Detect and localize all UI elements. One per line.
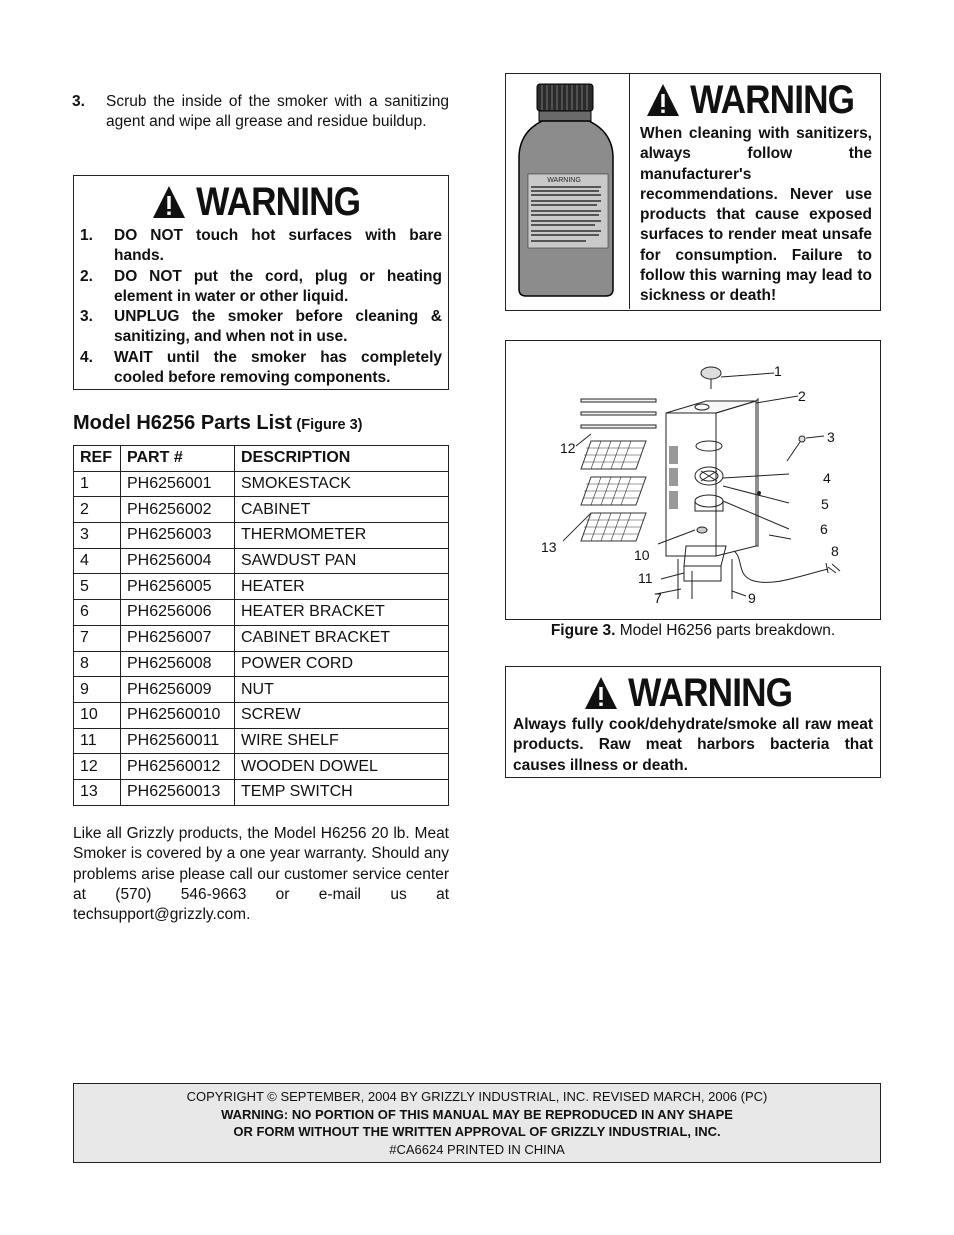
- table-header-row: [74, 446, 449, 472]
- cabinet-bracket: [656, 546, 746, 599]
- warning-triangle-icon: [151, 184, 187, 220]
- footer-warning-line-1: WARNING: NO PORTION OF THIS MANUAL MAY BE REPRODUCED IN ANY SHAPE: [221, 1106, 733, 1122]
- figure-3-box: [505, 340, 881, 620]
- warning-triangle-icon: [583, 675, 619, 711]
- cell-description: CABINET: [235, 497, 449, 523]
- step-text: Scrub the inside of the smoker with a sanitizing agent and wipe all grease and residue buildup.: [106, 93, 449, 130]
- footer-warning-line-2: OR FORM WITHOUT THE WRITTEN APPROVAL OF GRIZZLY INDUSTRIAL, INC.: [233, 1124, 721, 1139]
- cell-description: HEATER: [235, 574, 449, 600]
- cell-ref: 13: [74, 779, 121, 805]
- cell-part-number: PH6256001: [121, 471, 235, 497]
- callout-label: 9: [748, 590, 756, 606]
- callout-label: 5: [821, 496, 829, 512]
- cell-part-number: PH6256007: [121, 625, 235, 651]
- thermometer-part: [787, 436, 824, 461]
- table-row: [74, 754, 449, 780]
- cell-ref: 9: [74, 677, 121, 703]
- step-3: [72, 92, 449, 132]
- cell-ref: 11: [74, 728, 121, 754]
- warning-box-raw-meat: [505, 666, 881, 778]
- warning-list-item: [80, 348, 442, 389]
- warning-word: WARNING: [690, 77, 854, 122]
- callout-label: 10: [634, 547, 650, 563]
- table-row: [74, 625, 449, 651]
- cell-ref: 4: [74, 548, 121, 574]
- table-row: [74, 728, 449, 754]
- item-number: 4.: [80, 348, 93, 366]
- table-row: [74, 702, 449, 728]
- callout-label: 3: [827, 429, 835, 445]
- smokestack-part: [701, 367, 774, 389]
- power-cord-part: [734, 535, 840, 582]
- item-text: WAIT until the smoker has completely cooled before removing components.: [114, 348, 442, 387]
- warning-sanitizer-text: When cleaning with sanitizers, always follow the manufacturer's recommendations. Never use products that cause exposed surfaces to render meat unsafe for consumption. Failure to follow this warning may lead to sickness or death!: [640, 125, 872, 305]
- callout-label: 8: [831, 543, 839, 559]
- item-text: DO NOT touch hot surfaces with bare hands.: [114, 227, 442, 265]
- cell-part-number: PH6256004: [121, 548, 235, 574]
- item-text: UNPLUG the smoker before cleaning & sanitizing, and when not in use.: [114, 308, 442, 346]
- cell-part-number: PH6256002: [121, 497, 235, 523]
- cell-description: SCREW: [235, 702, 449, 728]
- column-header-ref: REF: [74, 446, 121, 472]
- callout-label: 12: [560, 440, 576, 456]
- cell-ref: 6: [74, 600, 121, 626]
- callout-label: 7: [654, 590, 662, 606]
- warning-box-handling: [73, 175, 449, 390]
- cell-description: POWER CORD: [235, 651, 449, 677]
- cell-description: SAWDUST PAN: [235, 548, 449, 574]
- callout-label: 2: [798, 388, 806, 404]
- step-number: 3.: [72, 93, 85, 110]
- caption-label: Figure 3.: [550, 622, 616, 639]
- cell-description: TEMP SWITCH: [235, 779, 449, 805]
- cell-ref: 12: [74, 754, 121, 780]
- wire-shelves: [563, 441, 646, 541]
- warning-triangle-icon: [645, 82, 681, 118]
- parts-breakdown-diagram: [506, 341, 879, 618]
- cabinet-part: [666, 396, 798, 556]
- item-number: 3.: [80, 308, 93, 326]
- cell-part-number: PH62560012: [121, 754, 235, 780]
- warning-raw-meat-text: Always fully cook/dehydrate/smoke all raw meat products. Raw meat harbors bacteria that causes illness or death.: [513, 716, 873, 774]
- cell-description: NUT: [235, 677, 449, 703]
- parts-list-title: Model H6256 Parts List: [73, 412, 292, 434]
- table-row: [74, 497, 449, 523]
- table-row: [74, 471, 449, 497]
- cell-description: SMOKESTACK: [235, 471, 449, 497]
- cell-description: CABINET BRACKET: [235, 625, 449, 651]
- cell-part-number: PH6256003: [121, 523, 235, 549]
- cell-part-number: PH6256006: [121, 600, 235, 626]
- warning-title: [630, 78, 880, 122]
- bottle-label-text: WARNING: [547, 177, 581, 184]
- warranty-paragraph: Like all Grizzly products, the Model H6256 20 lb. Meat Smoker is covered by a one year warranty. Should any problems arise please call our customer service center at (570) 546-9663 or e-mail us at techsupport@grizzly.com.: [73, 825, 449, 924]
- item-number: 1.: [80, 227, 93, 244]
- warning-box-sanitizer: [505, 73, 881, 311]
- cell-part-number: PH6256008: [121, 651, 235, 677]
- warning-word: WARNING: [628, 670, 792, 715]
- callout-label: 11: [638, 570, 653, 586]
- cell-part-number: PH6256005: [121, 574, 235, 600]
- table-row: [74, 651, 449, 677]
- cell-ref: 5: [74, 574, 121, 600]
- warning-list-item: [80, 267, 442, 308]
- column-header-description: DESCRIPTION: [235, 446, 449, 472]
- table-row: [74, 779, 449, 805]
- parts-list-figure-ref: (Figure 3): [296, 417, 363, 433]
- table-row: [74, 548, 449, 574]
- callout-label: 4: [823, 470, 831, 486]
- warning-word: WARNING: [196, 179, 360, 224]
- cell-ref: 2: [74, 497, 121, 523]
- table-row: [74, 600, 449, 626]
- cell-description: THERMOMETER: [235, 523, 449, 549]
- sanitizer-bottle-image: [506, 74, 629, 309]
- figure-3-caption: [505, 622, 881, 640]
- warning-list-item: [80, 226, 442, 267]
- warning-list: [74, 226, 448, 388]
- table-row: [74, 574, 449, 600]
- column-header-part: PART #: [121, 446, 235, 472]
- copyright-footer: [73, 1083, 881, 1163]
- callout-label: 13: [541, 539, 557, 555]
- table-row: [74, 677, 449, 703]
- callout-label: 1: [774, 363, 782, 379]
- cell-ref: 8: [74, 651, 121, 677]
- footer-copyright-line: COPYRIGHT © SEPTEMBER, 2004 BY GRIZZLY INDUSTRIAL, INC. REVISED MARCH, 2006 (PC): [186, 1089, 768, 1104]
- warning-title: [506, 671, 880, 715]
- item-text: DO NOT put the cord, plug or heating element in water or other liquid.: [114, 267, 442, 305]
- cell-part-number: PH62560010: [121, 702, 235, 728]
- cell-description: WIRE SHELF: [235, 728, 449, 754]
- warning-list-item: [80, 307, 442, 348]
- cell-description: HEATER BRACKET: [235, 600, 449, 626]
- cell-ref: 10: [74, 702, 121, 728]
- cell-ref: 1: [74, 471, 121, 497]
- table-row: [74, 523, 449, 549]
- item-number: 2.: [80, 267, 93, 285]
- cell-part-number: PH62560011: [121, 728, 235, 754]
- callout-label: 6: [820, 521, 828, 537]
- cell-ref: 3: [74, 523, 121, 549]
- bottle-illustration-panel: [506, 74, 630, 309]
- warning-title: [74, 180, 448, 224]
- cell-ref: 7: [74, 625, 121, 651]
- wooden-dowels: [576, 399, 656, 446]
- cell-description: WOODEN DOWEL: [235, 754, 449, 780]
- cell-part-number: PH62560013: [121, 779, 235, 805]
- footer-print-line: #CA6624 PRINTED IN CHINA: [389, 1141, 565, 1157]
- caption-text: Model H6256 parts breakdown.: [619, 622, 836, 639]
- warning-sanitizer-content: [630, 74, 880, 307]
- parts-list-heading: [73, 412, 453, 435]
- cell-part-number: PH6256009: [121, 677, 235, 703]
- parts-table: [73, 445, 449, 806]
